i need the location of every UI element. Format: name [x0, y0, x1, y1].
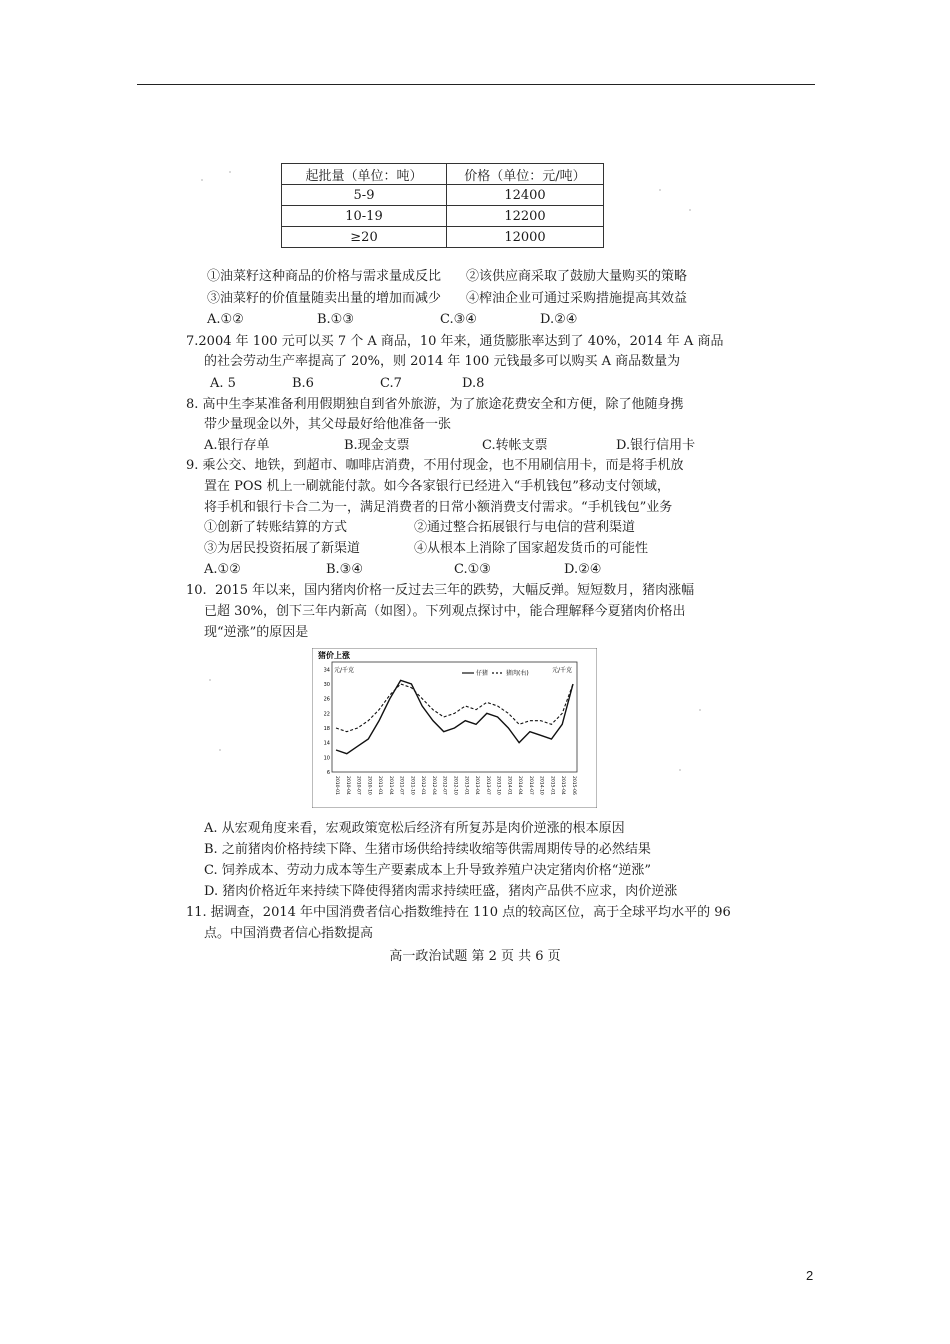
x-tick-label: 2010-04: [344, 776, 350, 795]
q6-statement-3: ③油菜籽的价值量随卖出量的增加而减少: [207, 291, 442, 306]
table-cell: 12200: [447, 206, 604, 227]
y-tick-label: 18: [323, 726, 330, 732]
q11-line-1: 11. 据调查，2014 年中国消费者信心指数维持在 110 点的较高区位，高于全球平均水平的 96: [186, 905, 731, 920]
x-tick-label: 2015-01: [549, 776, 555, 795]
table-cell: 12000: [447, 227, 604, 248]
legend-label-pork: 猪肉(右): [506, 670, 529, 677]
q6-option-a: A.①②: [207, 312, 244, 327]
y-tick-label: 10: [323, 755, 330, 762]
q6-option-d: D.②④: [540, 312, 578, 327]
x-tick-label: 2013-10: [495, 776, 501, 795]
q8-line-2: 带少量现金以外，其父母最好给他准备一张: [204, 417, 452, 432]
q7-option-a: A. 5: [210, 376, 236, 391]
y-tick-label: 6: [326, 770, 330, 776]
table-cell: 12400: [447, 185, 604, 206]
q8-option-d: D.银行信用卡: [616, 438, 696, 453]
q10-line-3: 现“逆涨”的原因是: [204, 625, 309, 640]
table-cell: 5-9: [282, 185, 447, 206]
x-tick-label: 2012-01: [420, 776, 426, 795]
pork-price-chart: [312, 648, 597, 808]
table-row: [282, 227, 604, 248]
q8-line-1: 8. 高中生李某准备利用假期独自到省外旅游，为了旅途花费安全和方便，除了他随身携: [186, 397, 684, 412]
q8-option-a: A.银行存单: [204, 438, 270, 453]
table-header-cell: 价格（单位：元/吨）: [447, 164, 604, 185]
q9-option-c: C.①③: [454, 562, 491, 577]
q10-line-1: 10. 2015 年以来，国内猪肉价格一反过去三年的跌势，大幅反弹。短短数月，猪肉涨幅: [186, 583, 695, 598]
q10-line-2: 已超 30%，创下三年内新高（如图）。下列观点探讨中，能合理解释今夏猪肉价格出: [204, 604, 686, 619]
q6-option-c: C.③④: [440, 312, 477, 327]
page-footer: 高一政治试题 第 2 页 共 6 页: [389, 949, 561, 964]
q6-statement-1: ①油菜籽这种商品的价格与需求量成反比: [207, 269, 442, 284]
table-row: [282, 185, 604, 206]
page-number: 2: [806, 1268, 814, 1283]
q10-option-b: B. 之前猪肉价格持续下降、生猪市场供给持续收缩等供需周期传导的必然结果: [204, 842, 651, 857]
x-tick-label: 2011-04: [387, 776, 393, 795]
x-tick-label: 2011-01: [377, 776, 383, 795]
q7-option-c: C.7: [380, 376, 402, 391]
x-tick-label: 2014-01: [506, 776, 512, 795]
x-tick-label: 2014-10: [538, 776, 544, 795]
q9-option-a: A.①②: [204, 562, 241, 577]
x-tick-label: 2013-01: [463, 776, 469, 795]
q9-option-d: D.②④: [564, 562, 602, 577]
x-tick-label: 2012-10: [452, 776, 458, 795]
legend-label-piglet: 仔猪: [476, 670, 489, 677]
q9-line-1: 9. 乘公交、地铁，到超市、咖啡店消费，不用付现金，也不用刷信用卡，而是将手机放: [186, 458, 684, 473]
q6-option-b: B.①③: [317, 312, 354, 327]
x-tick-label: 2010-10: [366, 776, 372, 795]
x-tick-label: 2014-07: [527, 776, 533, 795]
x-tick-label: 2011-10: [409, 776, 415, 795]
table-header-cell: 起批量（单位：吨）: [282, 164, 447, 185]
q6-statement-4: ④榨油企业可通过采购措施提高其效益: [466, 291, 688, 306]
q11-line-2: 点。中国消费者信心指数提高: [204, 926, 374, 941]
q9-statement-1: ①创新了转账结算的方式: [204, 520, 348, 535]
top-rule: [137, 84, 815, 85]
q7-option-b: B.6: [292, 376, 314, 391]
q10-option-c: C. 饲养成本、劳动力成本等生产要素成本上升导致养殖户决定猪肉价格“逆涨”: [204, 863, 652, 878]
chart-title: 猪价上涨: [318, 651, 350, 660]
x-tick-label: 2012-07: [441, 776, 447, 795]
q9-line-3: 将手机和银行卡合二为一，满足消费者的日常小额消费支付需求。“手机钱包”业务: [204, 500, 673, 515]
q7-option-d: D.8: [462, 376, 485, 391]
chart-ylabel-right: 元/千克: [552, 667, 573, 674]
table-cell: ≥20: [282, 227, 447, 248]
x-tick-label: 2012-04: [430, 776, 436, 795]
x-tick-label: 2011-07: [398, 776, 404, 795]
q10-option-d: D. 猪肉价格近年来持续下降使得猪肉需求持续旺盛，猪肉产品供不应求，肉价逆涨: [204, 884, 678, 899]
q9-line-2: 置在 POS 机上一刷就能付款。如今各家银行已经进入“手机钱包”移动支付领域，: [204, 479, 670, 494]
y-tick-label: 22: [323, 711, 330, 718]
y-tick-label: 34: [323, 667, 330, 674]
q7-line-1: 7.2004 年 100 元可以买 7 个 A 商品，10 年来，通货膨胀率达到了 40%，2014 年 A 商品: [186, 334, 724, 349]
q9-statement-3: ③为居民投资拓展了新渠道: [204, 541, 361, 556]
table-row: [282, 206, 604, 227]
q7-line-2: 的社会劳动生产率提高了 20%，则 2014 年 100 元钱最多可以购买 A 商品数量为: [204, 354, 681, 369]
x-tick-label: 2013-04: [474, 776, 480, 795]
chart-ylabel-left: 元/千克: [334, 667, 355, 674]
x-tick-label: 2010-07: [355, 776, 361, 795]
table-cell: 10-19: [282, 206, 447, 227]
x-tick-label: 2013-07: [484, 776, 490, 795]
y-tick-label: 26: [323, 696, 330, 703]
y-tick-label: 14: [323, 740, 330, 747]
q9-statement-4: ④从根本上消除了国家超发货币的可能性: [414, 541, 649, 556]
x-tick-label: 2014-04: [517, 776, 523, 795]
q8-option-b: B.现金支票: [344, 438, 410, 453]
x-tick-label: 2015-06: [571, 776, 576, 795]
q9-statement-2: ②通过整合拓展银行与电信的营利渠道: [414, 520, 636, 535]
y-tick-label: 30: [323, 682, 330, 688]
q9-option-b: B.③④: [326, 562, 363, 577]
x-tick-label: 2010-01: [334, 776, 339, 795]
price-table: [281, 163, 604, 248]
q6-statement-2: ②该供应商采取了鼓励大量购买的策略: [466, 269, 688, 284]
q10-option-a: A. 从宏观角度来看，宏观政策宽松后经济有所复苏是肉价逆涨的根本原因: [204, 821, 625, 836]
q8-option-c: C.转帐支票: [482, 438, 548, 453]
x-tick-label: 2015-04: [560, 776, 566, 795]
table-header-row: [282, 164, 604, 185]
